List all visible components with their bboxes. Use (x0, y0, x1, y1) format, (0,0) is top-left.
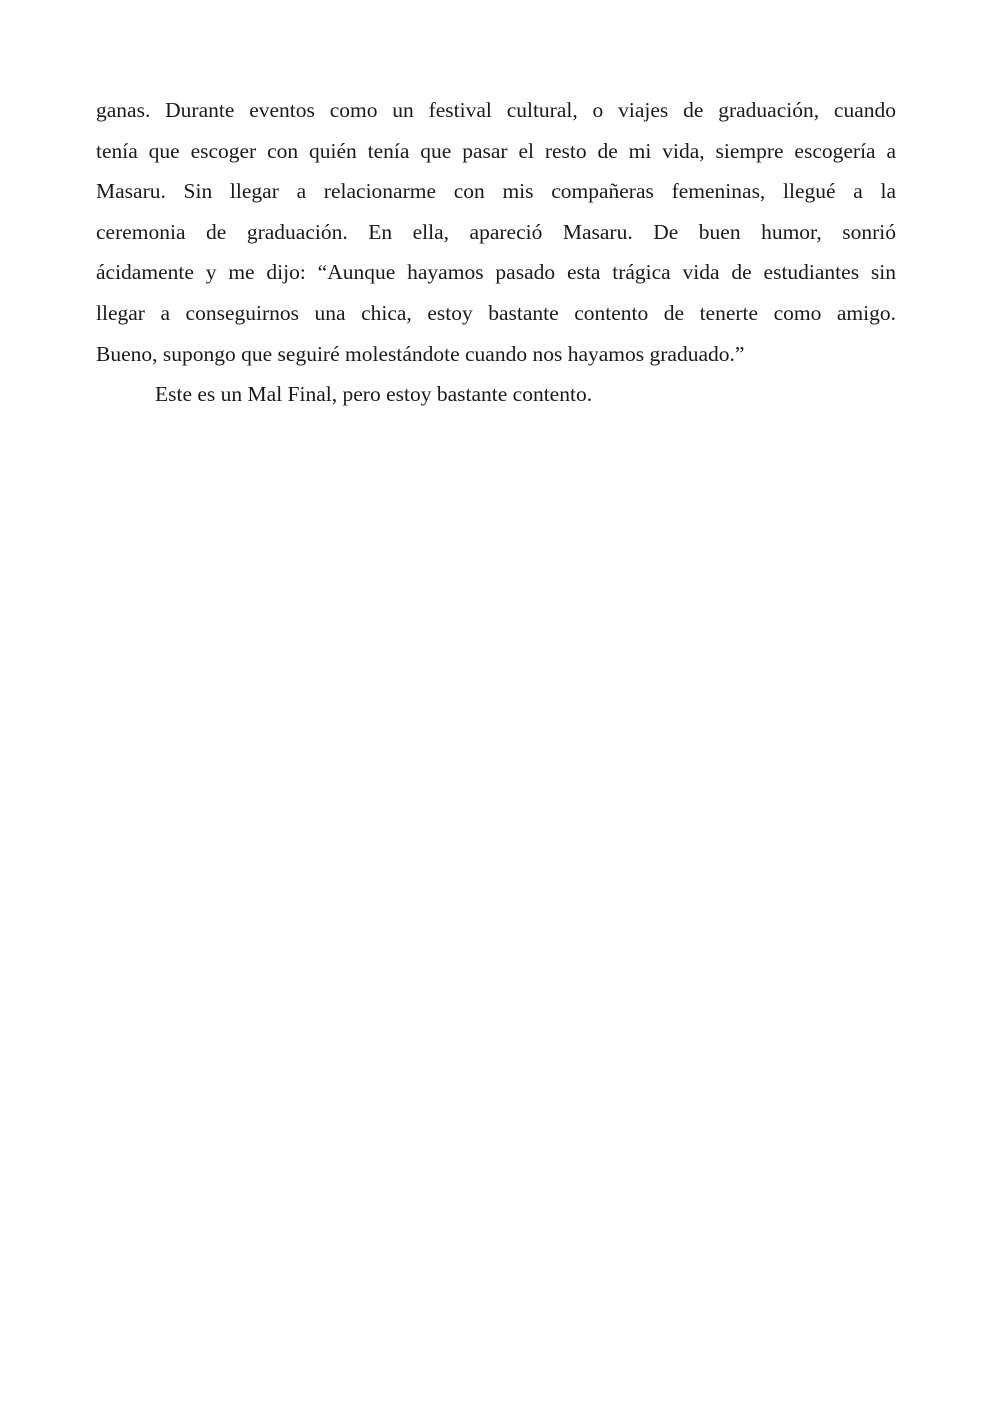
text-line: Bueno, supongo que seguiré molestándote cuando nos hayamos graduado.” (96, 341, 745, 366)
body-text (96, 93, 896, 418)
text-line: ceremonia de graduación. En ella, apareció Masaru. De buen humor, sonrió (96, 219, 896, 244)
text-line: Este es un Mal Final, pero estoy bastante contento. (155, 382, 593, 407)
text-line: ganas. Durante eventos como un festival cultural, o viajes de graduación, cuando (96, 98, 896, 122)
text-line: llegar a conseguirnos una chica, estoy bastante contento de tenerte como amigo. (96, 300, 896, 325)
text-line: Masaru. Sin llegar a relacionarme con mis compañeras femeninas, llegué a la (96, 179, 896, 204)
paragraph-1 (96, 93, 896, 377)
text-line: tenía que escoger con quién tenía que pasar el resto de mi vida, siempre escogería a (96, 138, 896, 163)
text-line: ácidamente y me dijo: “Aunque hayamos pasado esta trágica vida de estudiantes sin (96, 260, 896, 285)
paragraph-2 (96, 377, 896, 418)
